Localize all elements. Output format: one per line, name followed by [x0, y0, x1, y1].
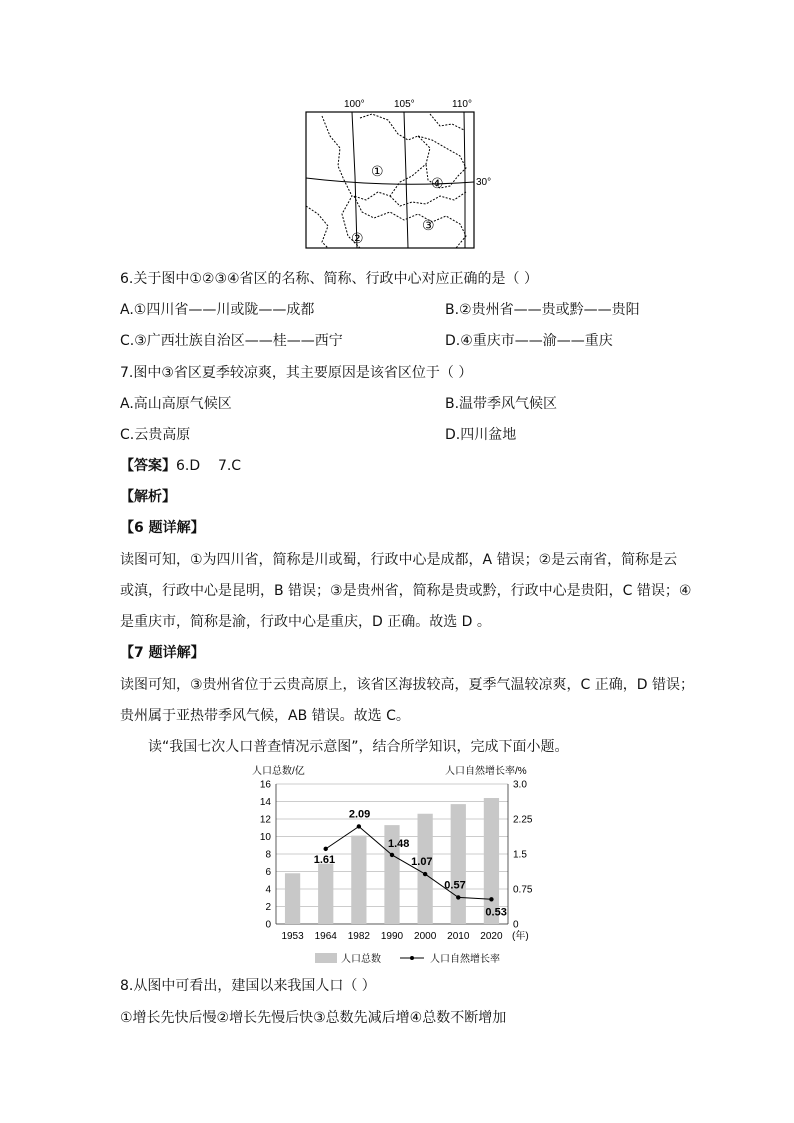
q7-option-d: D.四川盆地: [445, 427, 517, 443]
x-tick: 1964: [314, 931, 337, 942]
bar-1953: [285, 873, 300, 924]
rate-label-1990: 1.48: [388, 837, 410, 850]
legend-label-rate: 人口自然增长率: [430, 954, 500, 965]
region-3-label: ③: [422, 217, 435, 233]
population-chart: [240, 760, 550, 970]
analysis-heading: 【解析】: [120, 489, 176, 505]
q8-stem: 8.从图中可看出，建国以来我国人口（ ）: [120, 978, 376, 994]
q7-detail-title: 【7 题详解】: [120, 645, 205, 661]
legend-swatch-population: [315, 953, 337, 963]
answer-label: 【答案】: [120, 458, 176, 474]
y-tick-left: 0: [265, 919, 271, 931]
legend-label-population: 人口总数: [341, 954, 381, 965]
q6-detail-title: 【6 题详解】: [120, 520, 205, 536]
q7-stem: 7.图中③省区夏季较凉爽，其主要原因是该省区位于（ ）: [120, 365, 473, 381]
q6-option-c: C.③广西壮族自治区——桂——西宁: [120, 333, 343, 349]
q7-option-c: C.云贵高原: [120, 427, 191, 443]
y-axis-title-left: 人口总数/亿: [252, 766, 305, 777]
y-tick-left: 10: [259, 832, 271, 843]
rate-point-2000: [423, 872, 427, 876]
x-tick: 1953: [281, 931, 304, 942]
y-tick-left: 8: [265, 849, 271, 861]
rate-label-2020: 0.53: [485, 906, 507, 919]
x-tick: 1990: [380, 931, 404, 942]
lon-label-100: 100°: [344, 99, 365, 110]
q6-detail-line-3: 是重庆市，简称是渝，行政中心是重庆，D 正确。故选 D 。: [120, 614, 491, 630]
rate-label-1982: 2.09: [348, 808, 371, 821]
y-tick-right: 2.25: [513, 814, 533, 826]
region-1-label: ①: [371, 163, 384, 179]
q8-options: ①增长先快后慢②增长先慢后快③总数先减后增④总数不断增加: [120, 1010, 507, 1026]
lat-label-30: 30°: [476, 177, 492, 188]
x-axis-unit: (年): [512, 931, 529, 942]
rate-label-2000: 1.07: [411, 856, 433, 869]
y-tick-left: 16: [259, 779, 271, 791]
y-tick-left: 2: [265, 902, 271, 913]
q7-option-a: A.高山高原气候区: [120, 396, 232, 412]
q7-detail-line-2: 贵州属于亚热带季风气候，AB 错误。故选 C。: [120, 708, 410, 724]
bar-1964: [318, 864, 333, 924]
rate-point-2010: [456, 895, 460, 899]
q6-detail-line-1: 读图可知，①为四川省，简称是川或蜀，行政中心是成都，A 错误；②是云南省，简称是云: [120, 552, 678, 568]
y-tick-left: 12: [259, 814, 271, 826]
y-tick-left: 4: [265, 884, 271, 896]
y-tick-right: 0.75: [513, 884, 533, 896]
q6-option-b: B.②贵州省——贵或黔——贵阳: [445, 302, 640, 318]
q6-option-d: D.④重庆市——渝——重庆: [445, 333, 613, 349]
y-tick-right: 3.0: [513, 779, 527, 791]
x-tick: 1982: [347, 931, 370, 942]
rate-point-1990: [390, 853, 394, 857]
q6-option-a: A.①四川省——川或陇——成都: [120, 302, 315, 318]
lon-label-105: 105°: [394, 99, 415, 110]
legend-dot-rate: [410, 956, 414, 960]
bar-2020: [484, 798, 499, 924]
bar-2000: [418, 814, 433, 924]
bar-2010: [451, 804, 466, 924]
x-tick: 2010: [447, 931, 470, 942]
region-2-label: ②: [351, 230, 364, 246]
x-tick: 2000: [414, 931, 437, 942]
lon-label-110: 110°: [452, 99, 472, 110]
province-map: [300, 96, 500, 252]
y-tick-right: 1.5: [513, 849, 527, 861]
q7-option-b: B.温带季风气候区: [445, 396, 558, 412]
q7-detail-line-1: 读图可知，③贵州省位于云贵高原上，该省区海拔较高，夏季气温较凉爽，C 正确，D 错误；: [120, 677, 695, 693]
answer-text: 6.D 7.C: [176, 458, 242, 474]
rate-point-2020: [489, 897, 493, 901]
q6-detail-line-2: 或滇，行政中心是昆明，B 错误；③是贵州省，简称是贵或黔，行政中心是贵阳，C 错误；④: [120, 583, 692, 599]
region-4-label: ④: [431, 175, 444, 191]
answer-line: [120, 456, 241, 476]
rate-label-1964: 1.61: [313, 853, 336, 866]
rate-point-1964: [324, 847, 328, 851]
y-tick-right: 0: [513, 919, 519, 931]
y-tick-left: 6: [265, 867, 271, 878]
rate-point-1982: [357, 824, 361, 828]
y-tick-left: 14: [259, 797, 271, 808]
bar-1982: [351, 836, 366, 924]
q6-stem: 6.关于图中①②③④省区的名称、简称、行政中心对应正确的是（ ）: [120, 271, 539, 287]
chart-intro: 读“我国七次人口普查情况示意图”，结合所学知识，完成下面小题。: [148, 739, 569, 755]
map-frame: [306, 112, 474, 248]
y-axis-title-right: 人口自然增长率/%: [445, 766, 527, 777]
x-tick: 2020: [480, 931, 503, 942]
rate-label-2010: 0.57: [444, 879, 466, 892]
